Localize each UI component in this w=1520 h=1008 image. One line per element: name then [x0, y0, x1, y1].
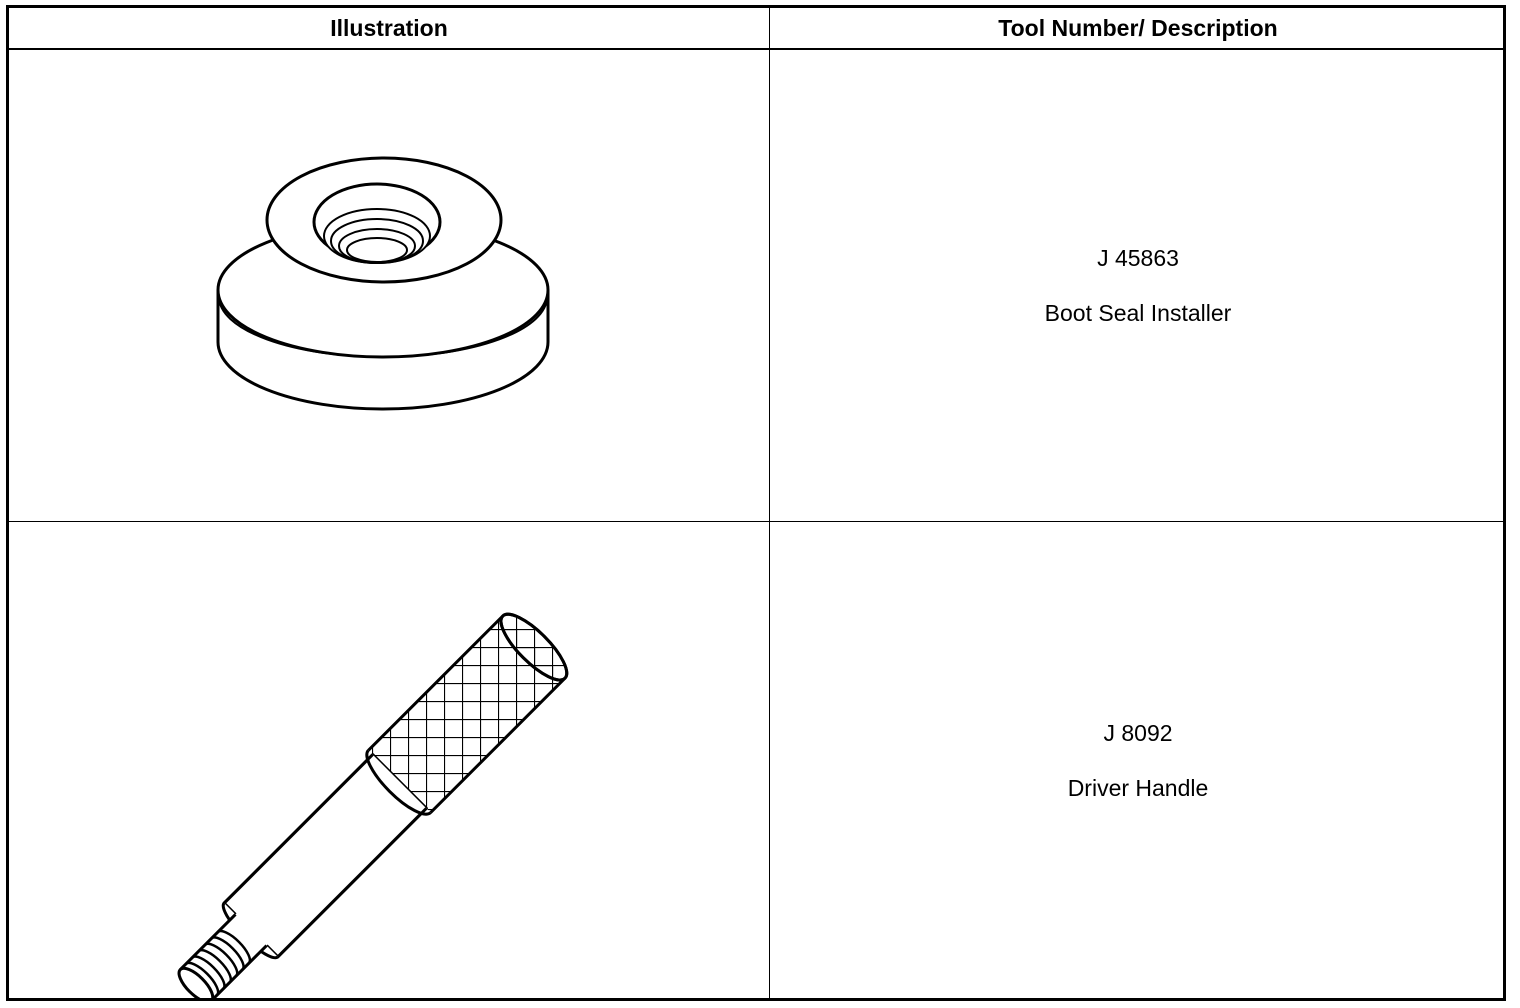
tool-description: Boot Seal Installer	[1044, 300, 1232, 326]
description-cell	[770, 523, 1506, 998]
illustration-cell	[9, 50, 769, 521]
tool-description: Driver Handle	[1067, 775, 1209, 801]
header-illustration: Illustration	[330, 14, 448, 41]
special-tools-table	[6, 5, 1506, 1001]
table-row	[9, 523, 1503, 998]
table-header-row	[9, 8, 1503, 50]
table-row	[9, 50, 1503, 522]
boot-seal-installer-icon	[9, 50, 769, 522]
description-cell	[770, 50, 1506, 521]
driver-handle-icon	[9, 523, 769, 998]
illustration-cell	[9, 523, 769, 998]
tool-number: J 8092	[1103, 720, 1173, 746]
header-tool-description: Tool Number/ Description	[998, 14, 1278, 41]
tool-number: J 45863	[1097, 245, 1179, 271]
